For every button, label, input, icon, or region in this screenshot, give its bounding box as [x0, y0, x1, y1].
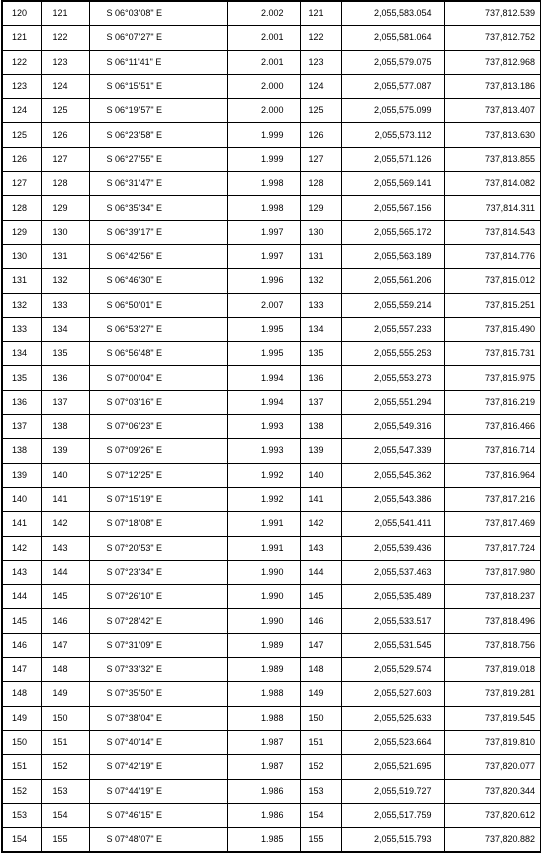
station-from-cell: 129 [2, 220, 41, 244]
distance-cell: 1.997 [227, 244, 300, 268]
station-from-cell: 126 [2, 147, 41, 171]
northing-cell: 2,055,521.695 [341, 755, 444, 779]
station-to-cell: 122 [41, 26, 89, 50]
bearing-cell: S 06°23'58" E [89, 123, 227, 147]
easting-cell: 737,813.630 [444, 123, 541, 147]
easting-cell: 737,812.968 [444, 50, 541, 74]
distance-cell: 1.991 [227, 512, 300, 536]
easting-cell: 737,820.344 [444, 779, 541, 803]
station-to-cell: 151 [41, 730, 89, 754]
bearing-cell: S 07°42'19" E [89, 755, 227, 779]
station-from-cell: 153 [2, 803, 41, 827]
station-from-cell: 146 [2, 633, 41, 657]
station-from-cell: 145 [2, 609, 41, 633]
bearing-cell: S 07°38'04" E [89, 706, 227, 730]
point-number-cell: 141 [300, 487, 341, 511]
distance-cell: 2.000 [227, 99, 300, 123]
easting-cell: 737,812.539 [444, 1, 541, 26]
easting-cell: 737,819.281 [444, 682, 541, 706]
station-to-cell: 136 [41, 366, 89, 390]
easting-cell: 737,815.490 [444, 317, 541, 341]
easting-cell: 737,819.810 [444, 730, 541, 754]
table-row [2, 415, 541, 439]
northing-cell: 2,055,551.294 [341, 390, 444, 414]
northing-cell: 2,055,527.603 [341, 682, 444, 706]
station-to-cell: 150 [41, 706, 89, 730]
table-row [2, 342, 541, 366]
point-number-cell: 145 [300, 585, 341, 609]
station-to-cell: 126 [41, 123, 89, 147]
table-row [2, 512, 541, 536]
bearing-cell: S 06°03'08" E [89, 1, 227, 26]
station-from-cell: 147 [2, 658, 41, 682]
point-number-cell: 155 [300, 828, 341, 853]
table-row [2, 26, 541, 50]
point-number-cell: 121 [300, 1, 341, 26]
northing-cell: 2,055,519.727 [341, 779, 444, 803]
northing-cell: 2,055,537.463 [341, 560, 444, 584]
northing-cell: 2,055,563.189 [341, 244, 444, 268]
distance-cell: 1.999 [227, 123, 300, 147]
bearing-cell: S 07°31'09" E [89, 633, 227, 657]
station-to-cell: 153 [41, 779, 89, 803]
station-to-cell: 143 [41, 536, 89, 560]
easting-cell: 737,818.756 [444, 633, 541, 657]
point-number-cell: 144 [300, 560, 341, 584]
station-from-cell: 149 [2, 706, 41, 730]
table-row [2, 658, 541, 682]
station-to-cell: 133 [41, 293, 89, 317]
point-number-cell: 152 [300, 755, 341, 779]
station-from-cell: 140 [2, 487, 41, 511]
table-row [2, 99, 541, 123]
station-from-cell: 154 [2, 828, 41, 853]
point-number-cell: 133 [300, 293, 341, 317]
northing-cell: 2,055,517.759 [341, 803, 444, 827]
table-row [2, 682, 541, 706]
easting-cell: 737,817.469 [444, 512, 541, 536]
bearing-cell: S 06°39'17" E [89, 220, 227, 244]
easting-cell: 737,820.612 [444, 803, 541, 827]
distance-cell: 1.992 [227, 463, 300, 487]
point-number-cell: 126 [300, 123, 341, 147]
distance-cell: 1.985 [227, 828, 300, 853]
easting-cell: 737,820.077 [444, 755, 541, 779]
bearing-cell: S 07°20'53" E [89, 536, 227, 560]
easting-cell: 737,817.724 [444, 536, 541, 560]
station-to-cell: 154 [41, 803, 89, 827]
station-from-cell: 131 [2, 269, 41, 293]
table-row [2, 779, 541, 803]
bearing-cell: S 06°19'57" E [89, 99, 227, 123]
bearing-cell: S 07°09'26" E [89, 439, 227, 463]
bearing-cell: S 07°23'34" E [89, 560, 227, 584]
station-from-cell: 152 [2, 779, 41, 803]
table-row [2, 50, 541, 74]
easting-cell: 737,817.980 [444, 560, 541, 584]
bearing-cell: S 07°33'32" E [89, 658, 227, 682]
bearing-cell: S 06°35'34" E [89, 196, 227, 220]
point-number-cell: 153 [300, 779, 341, 803]
station-from-cell: 124 [2, 99, 41, 123]
easting-cell: 737,816.964 [444, 463, 541, 487]
station-to-cell: 131 [41, 244, 89, 268]
point-number-cell: 132 [300, 269, 341, 293]
point-number-cell: 130 [300, 220, 341, 244]
bearing-cell: S 06°42'56" E [89, 244, 227, 268]
station-to-cell: 130 [41, 220, 89, 244]
point-number-cell: 146 [300, 609, 341, 633]
point-number-cell: 151 [300, 730, 341, 754]
point-number-cell: 140 [300, 463, 341, 487]
table-row [2, 633, 541, 657]
northing-cell: 2,055,575.099 [341, 99, 444, 123]
bearing-cell: S 07°46'15" E [89, 803, 227, 827]
distance-cell: 1.993 [227, 415, 300, 439]
distance-cell: 2.002 [227, 1, 300, 26]
point-number-cell: 138 [300, 415, 341, 439]
easting-cell: 737,819.545 [444, 706, 541, 730]
easting-cell: 737,816.466 [444, 415, 541, 439]
northing-cell: 2,055,515.793 [341, 828, 444, 853]
distance-cell: 1.990 [227, 585, 300, 609]
distance-cell: 1.987 [227, 730, 300, 754]
table-row [2, 1, 541, 26]
station-from-cell: 138 [2, 439, 41, 463]
table-row [2, 172, 541, 196]
station-to-cell: 129 [41, 196, 89, 220]
table-row [2, 293, 541, 317]
station-from-cell: 123 [2, 74, 41, 98]
station-from-cell: 132 [2, 293, 41, 317]
table-row [2, 560, 541, 584]
bearing-cell: S 07°18'08" E [89, 512, 227, 536]
point-number-cell: 122 [300, 26, 341, 50]
bearing-cell: S 07°15'19" E [89, 487, 227, 511]
station-to-cell: 123 [41, 50, 89, 74]
bearing-cell: S 07°12'25" E [89, 463, 227, 487]
table-row [2, 244, 541, 268]
table-row [2, 366, 541, 390]
station-to-cell: 128 [41, 172, 89, 196]
station-from-cell: 148 [2, 682, 41, 706]
table-row [2, 74, 541, 98]
distance-cell: 2.001 [227, 50, 300, 74]
table-row [2, 730, 541, 754]
point-number-cell: 123 [300, 50, 341, 74]
easting-cell: 737,813.855 [444, 147, 541, 171]
northing-cell: 2,055,541.411 [341, 512, 444, 536]
point-number-cell: 143 [300, 536, 341, 560]
station-from-cell: 130 [2, 244, 41, 268]
northing-cell: 2,055,583.054 [341, 1, 444, 26]
easting-cell: 737,818.237 [444, 585, 541, 609]
easting-cell: 737,813.407 [444, 99, 541, 123]
station-to-cell: 148 [41, 658, 89, 682]
northing-cell: 2,055,553.273 [341, 366, 444, 390]
station-from-cell: 127 [2, 172, 41, 196]
bearing-cell: S 06°31'47" E [89, 172, 227, 196]
distance-cell: 2.007 [227, 293, 300, 317]
easting-cell: 737,815.251 [444, 293, 541, 317]
point-number-cell: 136 [300, 366, 341, 390]
northing-cell: 2,055,557.233 [341, 317, 444, 341]
bearing-cell: S 07°00'04" E [89, 366, 227, 390]
distance-cell: 1.993 [227, 439, 300, 463]
station-to-cell: 139 [41, 439, 89, 463]
table-row [2, 147, 541, 171]
bearing-cell: S 06°56'48" E [89, 342, 227, 366]
easting-cell: 737,812.752 [444, 26, 541, 50]
point-number-cell: 142 [300, 512, 341, 536]
station-from-cell: 141 [2, 512, 41, 536]
station-from-cell: 143 [2, 560, 41, 584]
station-to-cell: 121 [41, 1, 89, 26]
station-to-cell: 149 [41, 682, 89, 706]
distance-cell: 1.995 [227, 317, 300, 341]
distance-cell: 1.999 [227, 147, 300, 171]
easting-cell: 737,814.082 [444, 172, 541, 196]
northing-cell: 2,055,547.339 [341, 439, 444, 463]
table-row [2, 755, 541, 779]
station-from-cell: 135 [2, 366, 41, 390]
northing-cell: 2,055,539.436 [341, 536, 444, 560]
station-from-cell: 125 [2, 123, 41, 147]
station-from-cell: 121 [2, 26, 41, 50]
northing-cell: 2,055,573.112 [341, 123, 444, 147]
table-row [2, 828, 541, 853]
bearing-cell: S 07°48'07" E [89, 828, 227, 853]
easting-cell: 737,814.776 [444, 244, 541, 268]
northing-cell: 2,055,581.064 [341, 26, 444, 50]
station-to-cell: 134 [41, 317, 89, 341]
station-to-cell: 142 [41, 512, 89, 536]
point-number-cell: 128 [300, 172, 341, 196]
table-row [2, 123, 541, 147]
distance-cell: 1.995 [227, 342, 300, 366]
point-number-cell: 139 [300, 439, 341, 463]
station-to-cell: 138 [41, 415, 89, 439]
station-from-cell: 137 [2, 415, 41, 439]
point-number-cell: 137 [300, 390, 341, 414]
northing-cell: 2,055,529.574 [341, 658, 444, 682]
station-from-cell: 150 [2, 730, 41, 754]
station-to-cell: 140 [41, 463, 89, 487]
northing-cell: 2,055,525.633 [341, 706, 444, 730]
distance-cell: 1.994 [227, 390, 300, 414]
bearing-cell: S 07°06'23" E [89, 415, 227, 439]
easting-cell: 737,814.543 [444, 220, 541, 244]
survey-coordinates-table [1, 0, 541, 853]
bearing-cell: S 06°27'55" E [89, 147, 227, 171]
station-to-cell: 125 [41, 99, 89, 123]
station-to-cell: 135 [41, 342, 89, 366]
station-from-cell: 128 [2, 196, 41, 220]
easting-cell: 737,817.216 [444, 487, 541, 511]
station-to-cell: 124 [41, 74, 89, 98]
northing-cell: 2,055,565.172 [341, 220, 444, 244]
station-to-cell: 152 [41, 755, 89, 779]
point-number-cell: 150 [300, 706, 341, 730]
distance-cell: 1.991 [227, 536, 300, 560]
northing-cell: 2,055,545.362 [341, 463, 444, 487]
point-number-cell: 134 [300, 317, 341, 341]
bearing-cell: S 06°11'41" E [89, 50, 227, 74]
distance-cell: 1.986 [227, 803, 300, 827]
station-to-cell: 146 [41, 609, 89, 633]
bearing-cell: S 07°40'14" E [89, 730, 227, 754]
distance-cell: 1.989 [227, 658, 300, 682]
station-to-cell: 127 [41, 147, 89, 171]
station-to-cell: 145 [41, 585, 89, 609]
northing-cell: 2,055,523.664 [341, 730, 444, 754]
station-from-cell: 136 [2, 390, 41, 414]
easting-cell: 737,815.975 [444, 366, 541, 390]
easting-cell: 737,816.714 [444, 439, 541, 463]
station-from-cell: 122 [2, 50, 41, 74]
table-row [2, 609, 541, 633]
distance-cell: 2.001 [227, 26, 300, 50]
point-number-cell: 147 [300, 633, 341, 657]
easting-cell: 737,815.012 [444, 269, 541, 293]
station-from-cell: 139 [2, 463, 41, 487]
easting-cell: 737,819.018 [444, 658, 541, 682]
station-to-cell: 155 [41, 828, 89, 853]
easting-cell: 737,820.882 [444, 828, 541, 853]
point-number-cell: 124 [300, 74, 341, 98]
northing-cell: 2,055,555.253 [341, 342, 444, 366]
distance-cell: 2.000 [227, 74, 300, 98]
northing-cell: 2,055,533.517 [341, 609, 444, 633]
distance-cell: 1.989 [227, 633, 300, 657]
point-number-cell: 127 [300, 147, 341, 171]
point-number-cell: 135 [300, 342, 341, 366]
distance-cell: 1.988 [227, 706, 300, 730]
bearing-cell: S 06°07'27" E [89, 26, 227, 50]
table-row [2, 585, 541, 609]
distance-cell: 1.990 [227, 609, 300, 633]
station-to-cell: 141 [41, 487, 89, 511]
bearing-cell: S 06°15'51" E [89, 74, 227, 98]
table-row [2, 803, 541, 827]
station-from-cell: 133 [2, 317, 41, 341]
station-from-cell: 134 [2, 342, 41, 366]
table-row [2, 269, 541, 293]
northing-cell: 2,055,571.126 [341, 147, 444, 171]
distance-cell: 1.990 [227, 560, 300, 584]
bearing-cell: S 07°26'10" E [89, 585, 227, 609]
table-row [2, 390, 541, 414]
table-row [2, 196, 541, 220]
bearing-cell: S 07°28'42" E [89, 609, 227, 633]
station-to-cell: 137 [41, 390, 89, 414]
distance-cell: 1.992 [227, 487, 300, 511]
northing-cell: 2,055,567.156 [341, 196, 444, 220]
northing-cell: 2,055,531.545 [341, 633, 444, 657]
point-number-cell: 149 [300, 682, 341, 706]
table-row [2, 463, 541, 487]
table-row [2, 487, 541, 511]
easting-cell: 737,816.219 [444, 390, 541, 414]
northing-cell: 2,055,543.386 [341, 487, 444, 511]
bearing-cell: S 07°03'16" E [89, 390, 227, 414]
table-row [2, 220, 541, 244]
distance-cell: 1.997 [227, 220, 300, 244]
table-row [2, 439, 541, 463]
point-number-cell: 129 [300, 196, 341, 220]
northing-cell: 2,055,569.141 [341, 172, 444, 196]
northing-cell: 2,055,561.206 [341, 269, 444, 293]
bearing-cell: S 06°50'01" E [89, 293, 227, 317]
station-from-cell: 120 [2, 1, 41, 26]
station-from-cell: 144 [2, 585, 41, 609]
distance-cell: 1.996 [227, 269, 300, 293]
station-from-cell: 151 [2, 755, 41, 779]
northing-cell: 2,055,579.075 [341, 50, 444, 74]
station-from-cell: 142 [2, 536, 41, 560]
survey-table-body [2, 1, 541, 852]
point-number-cell: 154 [300, 803, 341, 827]
northing-cell: 2,055,577.087 [341, 74, 444, 98]
station-to-cell: 147 [41, 633, 89, 657]
point-number-cell: 125 [300, 99, 341, 123]
table-row [2, 317, 541, 341]
distance-cell: 1.986 [227, 779, 300, 803]
bearing-cell: S 06°46'30" E [89, 269, 227, 293]
point-number-cell: 148 [300, 658, 341, 682]
easting-cell: 737,818.496 [444, 609, 541, 633]
distance-cell: 1.988 [227, 682, 300, 706]
bearing-cell: S 06°53'27" E [89, 317, 227, 341]
distance-cell: 1.998 [227, 172, 300, 196]
distance-cell: 1.998 [227, 196, 300, 220]
bearing-cell: S 07°35'50" E [89, 682, 227, 706]
distance-cell: 1.994 [227, 366, 300, 390]
table-row [2, 706, 541, 730]
distance-cell: 1.987 [227, 755, 300, 779]
northing-cell: 2,055,559.214 [341, 293, 444, 317]
northing-cell: 2,055,549.316 [341, 415, 444, 439]
station-to-cell: 132 [41, 269, 89, 293]
northing-cell: 2,055,535.489 [341, 585, 444, 609]
easting-cell: 737,815.731 [444, 342, 541, 366]
bearing-cell: S 07°44'19" E [89, 779, 227, 803]
point-number-cell: 131 [300, 244, 341, 268]
table-row [2, 536, 541, 560]
station-to-cell: 144 [41, 560, 89, 584]
easting-cell: 737,814.311 [444, 196, 541, 220]
easting-cell: 737,813.186 [444, 74, 541, 98]
